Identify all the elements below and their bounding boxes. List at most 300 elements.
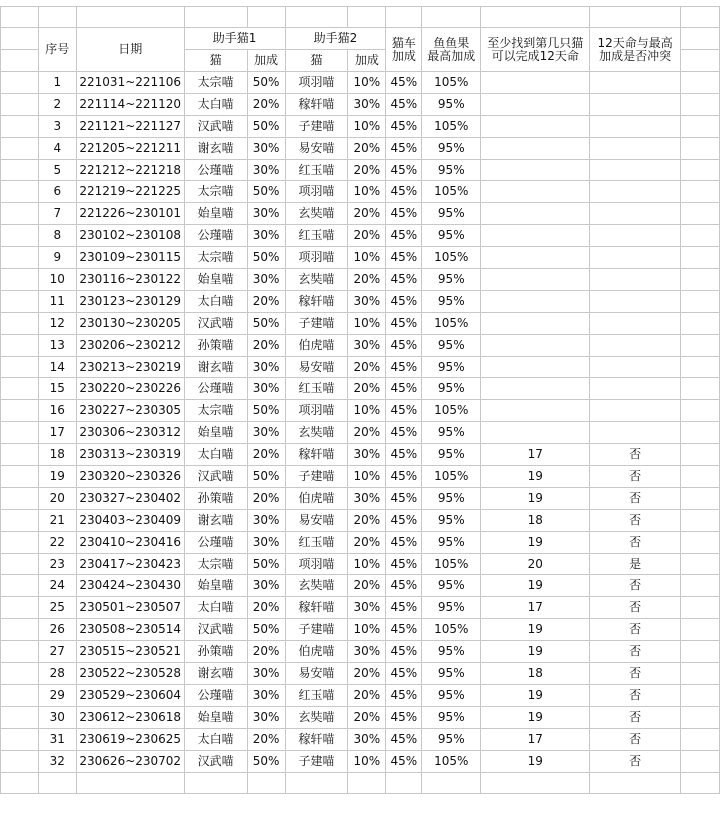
cart-bonus-cell[interactable]: 45% [386,269,422,291]
helper1-cat-cell[interactable]: 谢玄喵 [184,137,247,159]
conflict-cell[interactable] [590,312,681,334]
helper2-bonus-cell[interactable]: 20% [348,509,386,531]
helper2-cat-cell[interactable]: 红玉喵 [285,378,348,400]
find-count-cell[interactable] [481,334,590,356]
date-cell[interactable]: 230626~230702 [76,750,184,772]
helper2-cat-cell[interactable]: 伯虎喵 [285,334,348,356]
fish-bonus-cell[interactable]: 105% [422,181,481,203]
helper2-bonus-cell[interactable]: 20% [348,137,386,159]
empty-cell[interactable] [1,334,39,356]
seq-cell[interactable]: 29 [38,684,76,706]
empty-cell[interactable] [1,641,39,663]
find-count-cell[interactable] [481,72,590,94]
date-cell[interactable]: 230529~230604 [76,684,184,706]
helper1-bonus-cell[interactable]: 50% [247,466,285,488]
helper1-cat-cell[interactable]: 汉武喵 [184,750,247,772]
helper2-cat-cell[interactable]: 易安喵 [285,663,348,685]
helper1-bonus-cell[interactable]: 50% [247,400,285,422]
empty-cell[interactable] [1,203,39,225]
find-count-cell[interactable] [481,137,590,159]
cart-bonus-cell[interactable]: 45% [386,137,422,159]
header-helper2[interactable]: 助手猫2 [285,28,386,50]
helper2-bonus-cell[interactable]: 10% [348,619,386,641]
conflict-cell[interactable] [590,378,681,400]
empty-cell[interactable] [681,684,720,706]
empty-cell[interactable] [1,422,39,444]
fish-bonus-cell[interactable]: 95% [422,290,481,312]
cart-bonus-cell[interactable]: 45% [386,444,422,466]
fish-bonus-cell[interactable]: 95% [422,334,481,356]
header-conflict[interactable] [590,28,681,72]
date-cell[interactable]: 230501~230507 [76,597,184,619]
empty-cell[interactable] [681,772,720,793]
fish-bonus-cell[interactable]: 105% [422,247,481,269]
helper1-bonus-cell[interactable]: 50% [247,312,285,334]
helper1-cat-cell[interactable]: 孙策喵 [184,641,247,663]
empty-cell[interactable] [422,772,481,793]
empty-cell[interactable] [38,772,76,793]
empty-cell[interactable] [681,378,720,400]
cart-bonus-cell[interactable]: 45% [386,115,422,137]
find-count-cell[interactable]: 17 [481,728,590,750]
helper1-cat-cell[interactable]: 太宗喵 [184,72,247,94]
cart-bonus-cell[interactable]: 45% [386,159,422,181]
helper2-cat-cell[interactable]: 玄奘喵 [285,422,348,444]
find-count-cell[interactable]: 19 [481,684,590,706]
conflict-cell[interactable] [590,290,681,312]
conflict-cell[interactable] [590,247,681,269]
find-count-cell[interactable]: 19 [481,750,590,772]
empty-cell[interactable] [1,444,39,466]
conflict-cell[interactable] [590,181,681,203]
fish-bonus-cell[interactable]: 95% [422,663,481,685]
header-fish[interactable] [422,28,481,72]
empty-cell[interactable] [1,728,39,750]
helper1-cat-cell[interactable]: 汉武喵 [184,312,247,334]
find-count-cell[interactable] [481,247,590,269]
conflict-cell[interactable]: 是 [590,553,681,575]
empty-cell[interactable] [1,93,39,115]
helper1-bonus-cell[interactable]: 20% [247,444,285,466]
find-count-cell[interactable]: 19 [481,487,590,509]
helper2-bonus-cell[interactable]: 10% [348,72,386,94]
helper2-bonus-cell[interactable]: 30% [348,93,386,115]
date-cell[interactable]: 230130~230205 [76,312,184,334]
cart-bonus-cell[interactable]: 45% [386,203,422,225]
conflict-cell[interactable]: 否 [590,728,681,750]
helper1-cat-cell[interactable]: 汉武喵 [184,115,247,137]
helper1-bonus-cell[interactable]: 30% [247,509,285,531]
find-count-cell[interactable]: 18 [481,509,590,531]
helper2-bonus-cell[interactable]: 20% [348,378,386,400]
conflict-cell[interactable] [590,115,681,137]
cart-bonus-cell[interactable]: 45% [386,575,422,597]
fish-bonus-cell[interactable]: 95% [422,159,481,181]
seq-cell[interactable]: 9 [38,247,76,269]
helper1-bonus-cell[interactable]: 30% [247,137,285,159]
fish-bonus-cell[interactable]: 95% [422,356,481,378]
seq-cell[interactable]: 4 [38,137,76,159]
helper1-bonus-cell[interactable]: 20% [247,334,285,356]
seq-cell[interactable]: 7 [38,203,76,225]
helper2-cat-cell[interactable]: 稼轩喵 [285,444,348,466]
date-cell[interactable]: 230619~230625 [76,728,184,750]
helper1-bonus-cell[interactable]: 50% [247,619,285,641]
empty-cell[interactable] [386,772,422,793]
conflict-cell[interactable] [590,225,681,247]
find-count-cell[interactable] [481,159,590,181]
date-cell[interactable]: 221212~221218 [76,159,184,181]
empty-cell[interactable] [681,444,720,466]
helper2-bonus-cell[interactable]: 10% [348,400,386,422]
cart-bonus-cell[interactable]: 45% [386,706,422,728]
conflict-cell[interactable]: 否 [590,531,681,553]
empty-cell[interactable] [590,772,681,793]
date-cell[interactable]: 230320~230326 [76,466,184,488]
fish-bonus-cell[interactable]: 95% [422,93,481,115]
helper1-bonus-cell[interactable]: 30% [247,684,285,706]
seq-cell[interactable]: 16 [38,400,76,422]
empty-cell[interactable] [1,597,39,619]
fish-bonus-cell[interactable]: 105% [422,466,481,488]
fish-bonus-cell[interactable]: 95% [422,444,481,466]
empty-cell[interactable] [681,531,720,553]
helper2-cat-cell[interactable]: 稼轩喵 [285,290,348,312]
helper1-bonus-cell[interactable]: 20% [247,487,285,509]
find-count-cell[interactable] [481,181,590,203]
date-cell[interactable]: 221205~221211 [76,137,184,159]
cart-bonus-cell[interactable]: 45% [386,487,422,509]
seq-cell[interactable]: 32 [38,750,76,772]
empty-cell[interactable] [681,334,720,356]
cart-bonus-cell[interactable]: 45% [386,93,422,115]
empty-cell[interactable] [1,137,39,159]
seq-cell[interactable]: 19 [38,466,76,488]
fish-bonus-cell[interactable]: 95% [422,422,481,444]
seq-cell[interactable]: 5 [38,159,76,181]
conflict-cell[interactable]: 否 [590,641,681,663]
helper1-cat-cell[interactable]: 太宗喵 [184,553,247,575]
date-cell[interactable]: 230515~230521 [76,641,184,663]
seq-cell[interactable]: 24 [38,575,76,597]
conflict-cell[interactable]: 否 [590,487,681,509]
conflict-cell[interactable]: 否 [590,575,681,597]
empty-cell[interactable] [1,181,39,203]
find-count-cell[interactable]: 19 [481,531,590,553]
helper1-cat-cell[interactable]: 孙策喵 [184,487,247,509]
helper1-bonus-cell[interactable]: 30% [247,575,285,597]
seq-cell[interactable]: 20 [38,487,76,509]
empty-cell[interactable] [681,181,720,203]
seq-cell[interactable]: 15 [38,378,76,400]
helper2-cat-cell[interactable]: 稼轩喵 [285,93,348,115]
helper1-cat-cell[interactable]: 太白喵 [184,444,247,466]
empty-cell[interactable] [1,487,39,509]
empty-cell[interactable] [1,684,39,706]
seq-cell[interactable]: 28 [38,663,76,685]
empty-cell[interactable] [1,663,39,685]
conflict-cell[interactable] [590,159,681,181]
conflict-cell[interactable]: 否 [590,706,681,728]
helper1-bonus-cell[interactable]: 20% [247,597,285,619]
fish-bonus-cell[interactable]: 95% [422,684,481,706]
helper2-bonus-cell[interactable]: 20% [348,225,386,247]
empty-cell[interactable] [681,553,720,575]
cart-bonus-cell[interactable]: 45% [386,334,422,356]
cart-bonus-cell[interactable]: 45% [386,466,422,488]
helper1-cat-cell[interactable]: 始皇喵 [184,203,247,225]
helper1-bonus-cell[interactable]: 30% [247,706,285,728]
helper2-bonus-cell[interactable]: 20% [348,684,386,706]
seq-cell[interactable]: 1 [38,72,76,94]
helper1-cat-cell[interactable]: 始皇喵 [184,269,247,291]
fish-bonus-cell[interactable]: 95% [422,269,481,291]
header-helper1-cat[interactable]: 猫 [184,50,247,72]
seq-cell[interactable]: 3 [38,115,76,137]
helper1-bonus-cell[interactable]: 50% [247,181,285,203]
empty-cell[interactable] [681,422,720,444]
fish-bonus-cell[interactable]: 95% [422,203,481,225]
empty-cell[interactable] [681,137,720,159]
date-cell[interactable]: 230424~230430 [76,575,184,597]
helper2-cat-cell[interactable]: 玄奘喵 [285,269,348,291]
helper2-bonus-cell[interactable]: 10% [348,750,386,772]
header-seq[interactable]: 序号 [38,28,76,72]
helper2-bonus-cell[interactable]: 20% [348,706,386,728]
helper2-cat-cell[interactable]: 项羽喵 [285,247,348,269]
date-cell[interactable]: 230417~230423 [76,553,184,575]
seq-cell[interactable]: 14 [38,356,76,378]
cart-bonus-cell[interactable]: 45% [386,728,422,750]
date-cell[interactable]: 221121~221127 [76,115,184,137]
empty-cell[interactable] [1,509,39,531]
helper2-cat-cell[interactable]: 项羽喵 [285,553,348,575]
fish-bonus-cell[interactable]: 95% [422,641,481,663]
find-count-cell[interactable] [481,422,590,444]
conflict-cell[interactable]: 否 [590,663,681,685]
seq-cell[interactable]: 27 [38,641,76,663]
seq-cell[interactable]: 13 [38,334,76,356]
helper1-bonus-cell[interactable]: 50% [247,115,285,137]
helper2-bonus-cell[interactable]: 10% [348,553,386,575]
helper2-cat-cell[interactable]: 易安喵 [285,137,348,159]
find-count-cell[interactable] [481,269,590,291]
helper2-cat-cell[interactable]: 项羽喵 [285,400,348,422]
helper2-bonus-cell[interactable]: 20% [348,422,386,444]
find-count-cell[interactable] [481,356,590,378]
helper2-cat-cell[interactable]: 伯虎喵 [285,487,348,509]
find-count-cell[interactable]: 19 [481,575,590,597]
helper2-bonus-cell[interactable]: 10% [348,115,386,137]
empty-cell[interactable] [184,772,247,793]
find-count-cell[interactable] [481,312,590,334]
seq-cell[interactable]: 30 [38,706,76,728]
helper1-cat-cell[interactable]: 公瑾喵 [184,159,247,181]
helper2-bonus-cell[interactable]: 20% [348,269,386,291]
find-count-cell[interactable]: 17 [481,444,590,466]
header-helper1-bonus[interactable]: 加成 [247,50,285,72]
helper1-bonus-cell[interactable]: 50% [247,72,285,94]
date-cell[interactable]: 230403~230409 [76,509,184,531]
empty-cell[interactable] [681,247,720,269]
cart-bonus-cell[interactable]: 45% [386,290,422,312]
helper2-bonus-cell[interactable]: 30% [348,290,386,312]
helper2-bonus-cell[interactable]: 30% [348,334,386,356]
helper2-cat-cell[interactable]: 子建喵 [285,619,348,641]
fish-bonus-cell[interactable]: 105% [422,553,481,575]
helper1-cat-cell[interactable]: 公瑾喵 [184,531,247,553]
date-cell[interactable]: 230306~230312 [76,422,184,444]
helper2-bonus-cell[interactable]: 30% [348,641,386,663]
find-count-cell[interactable] [481,203,590,225]
date-cell[interactable]: 230206~230212 [76,334,184,356]
empty-cell[interactable] [681,356,720,378]
seq-cell[interactable]: 18 [38,444,76,466]
date-cell[interactable]: 221114~221120 [76,93,184,115]
conflict-cell[interactable] [590,137,681,159]
empty-cell[interactable] [681,400,720,422]
helper1-cat-cell[interactable]: 孙策喵 [184,334,247,356]
seq-cell[interactable]: 2 [38,93,76,115]
empty-cell[interactable] [247,772,285,793]
helper2-cat-cell[interactable]: 子建喵 [285,466,348,488]
empty-cell[interactable] [1,312,39,334]
helper2-bonus-cell[interactable]: 20% [348,575,386,597]
empty-cell[interactable] [348,772,386,793]
empty-cell[interactable] [1,225,39,247]
helper1-bonus-cell[interactable]: 30% [247,422,285,444]
empty-cell[interactable] [681,225,720,247]
helper2-bonus-cell[interactable]: 20% [348,663,386,685]
date-cell[interactable]: 230327~230402 [76,487,184,509]
fish-bonus-cell[interactable]: 105% [422,400,481,422]
helper1-cat-cell[interactable]: 太宗喵 [184,247,247,269]
helper2-cat-cell[interactable]: 稼轩喵 [285,597,348,619]
helper2-cat-cell[interactable]: 红玉喵 [285,684,348,706]
conflict-cell[interactable] [590,72,681,94]
helper1-cat-cell[interactable]: 太白喵 [184,290,247,312]
date-cell[interactable]: 221226~230101 [76,203,184,225]
empty-cell[interactable] [1,531,39,553]
empty-cell[interactable] [1,619,39,641]
header-helper2-cat[interactable]: 猫 [285,50,348,72]
date-cell[interactable]: 230109~230115 [76,247,184,269]
helper1-cat-cell[interactable]: 汉武喵 [184,466,247,488]
seq-cell[interactable]: 25 [38,597,76,619]
fish-bonus-cell[interactable]: 105% [422,312,481,334]
empty-cell[interactable] [1,290,39,312]
empty-cell[interactable] [681,728,720,750]
fish-bonus-cell[interactable]: 95% [422,487,481,509]
empty-cell[interactable] [1,400,39,422]
date-cell[interactable]: 230227~230305 [76,400,184,422]
cart-bonus-cell[interactable]: 45% [386,684,422,706]
empty-cell[interactable] [285,772,348,793]
seq-cell[interactable]: 17 [38,422,76,444]
helper1-bonus-cell[interactable]: 30% [247,203,285,225]
empty-cell[interactable] [481,772,590,793]
header-helper1[interactable]: 助手猫1 [184,28,285,50]
cart-bonus-cell[interactable]: 45% [386,509,422,531]
conflict-cell[interactable] [590,334,681,356]
cart-bonus-cell[interactable]: 45% [386,72,422,94]
helper1-cat-cell[interactable]: 始皇喵 [184,422,247,444]
cart-bonus-cell[interactable]: 45% [386,619,422,641]
helper1-bonus-cell[interactable]: 50% [247,553,285,575]
conflict-cell[interactable]: 否 [590,619,681,641]
cart-bonus-cell[interactable]: 45% [386,400,422,422]
conflict-cell[interactable] [590,400,681,422]
find-count-cell[interactable] [481,225,590,247]
empty-cell[interactable] [1,269,39,291]
conflict-cell[interactable] [590,93,681,115]
helper2-bonus-cell[interactable]: 10% [348,466,386,488]
cart-bonus-cell[interactable]: 45% [386,663,422,685]
empty-cell[interactable] [681,487,720,509]
empty-cell[interactable] [1,159,39,181]
helper1-cat-cell[interactable]: 汉武喵 [184,619,247,641]
helper1-cat-cell[interactable]: 谢玄喵 [184,356,247,378]
empty-cell[interactable] [681,269,720,291]
empty-cell[interactable] [1,706,39,728]
find-count-cell[interactable]: 19 [481,641,590,663]
empty-cell[interactable] [681,466,720,488]
helper2-cat-cell[interactable]: 易安喵 [285,509,348,531]
date-cell[interactable]: 230102~230108 [76,225,184,247]
find-count-cell[interactable]: 18 [481,663,590,685]
helper2-bonus-cell[interactable]: 20% [348,203,386,225]
empty-cell[interactable] [1,115,39,137]
helper1-bonus-cell[interactable]: 30% [247,531,285,553]
helper2-bonus-cell[interactable]: 30% [348,487,386,509]
helper2-cat-cell[interactable]: 红玉喵 [285,159,348,181]
helper2-cat-cell[interactable]: 稼轩喵 [285,728,348,750]
cart-bonus-cell[interactable]: 45% [386,378,422,400]
cart-bonus-cell[interactable]: 45% [386,531,422,553]
helper2-cat-cell[interactable]: 子建喵 [285,115,348,137]
fish-bonus-cell[interactable]: 95% [422,728,481,750]
find-count-cell[interactable] [481,400,590,422]
seq-cell[interactable]: 31 [38,728,76,750]
helper2-bonus-cell[interactable]: 10% [348,312,386,334]
header-date[interactable]: 日期 [76,28,184,72]
empty-cell[interactable] [681,93,720,115]
seq-cell[interactable]: 8 [38,225,76,247]
cart-bonus-cell[interactable]: 45% [386,597,422,619]
cart-bonus-cell[interactable]: 45% [386,225,422,247]
helper2-cat-cell[interactable]: 子建喵 [285,312,348,334]
helper2-bonus-cell[interactable]: 10% [348,181,386,203]
find-count-cell[interactable] [481,378,590,400]
find-count-cell[interactable]: 19 [481,466,590,488]
date-cell[interactable]: 230220~230226 [76,378,184,400]
empty-cell[interactable] [1,772,39,793]
seq-cell[interactable]: 21 [38,509,76,531]
helper1-cat-cell[interactable]: 太宗喵 [184,181,247,203]
date-cell[interactable]: 230116~230122 [76,269,184,291]
fish-bonus-cell[interactable]: 105% [422,619,481,641]
empty-cell[interactable] [681,641,720,663]
header-cart[interactable] [386,28,422,72]
fish-bonus-cell[interactable]: 95% [422,706,481,728]
empty-cell[interactable] [681,706,720,728]
helper1-cat-cell[interactable]: 太白喵 [184,597,247,619]
fish-bonus-cell[interactable]: 95% [422,378,481,400]
seq-cell[interactable]: 22 [38,531,76,553]
empty-cell[interactable] [1,553,39,575]
fish-bonus-cell[interactable]: 95% [422,531,481,553]
date-cell[interactable]: 230410~230416 [76,531,184,553]
